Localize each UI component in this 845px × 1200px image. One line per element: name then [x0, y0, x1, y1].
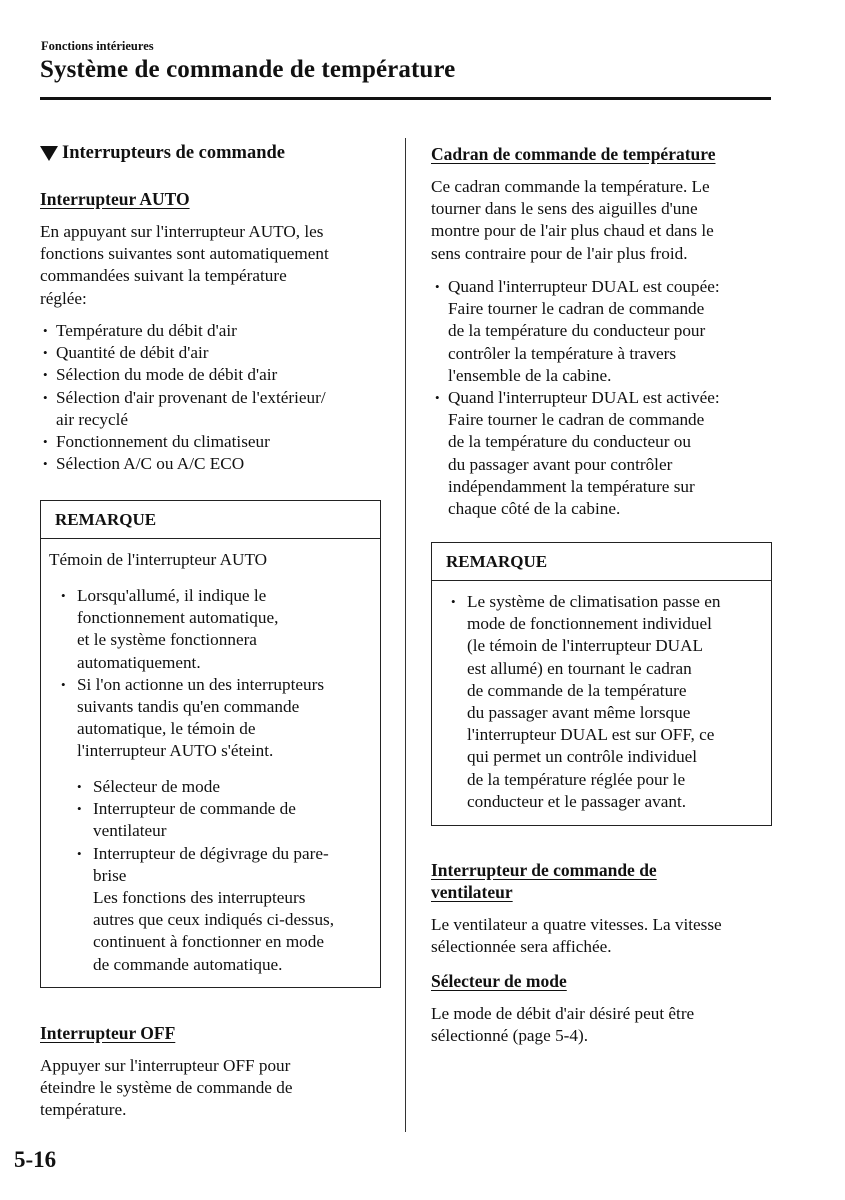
text-line: montre pour de l'air plus chaud et dans le: [431, 221, 714, 241]
off-switch-description: [40, 1055, 390, 1122]
fan-switch-description: [431, 914, 791, 958]
main-heading: [40, 143, 285, 164]
list-item: • Température du débit d'air: [40, 320, 390, 342]
text-line: Appuyer sur l'interrupteur OFF pour: [40, 1056, 291, 1075]
dial-list: [432, 276, 792, 520]
remark-box-dual: [431, 542, 772, 826]
title-rule: [40, 97, 771, 100]
main-heading-text: Interrupteurs de commande: [62, 143, 286, 163]
remark-heading: REMARQUE: [432, 543, 771, 581]
text-line: fonctions suivantes sont automatiquement: [40, 244, 329, 264]
list-item: • Sélection A/C ou A/C ECO: [40, 453, 390, 475]
list-item: • Sélection du mode de débit d'air: [40, 364, 390, 386]
dial-description: [431, 176, 791, 265]
remark-sub-list: [75, 776, 375, 976]
text-line: sélectionné (page 5-4).: [431, 1026, 589, 1046]
remark-box-auto: [40, 500, 381, 988]
page-title: Système de commande de température: [40, 56, 456, 83]
remark-heading: REMARQUE: [41, 501, 380, 539]
column-divider: [405, 138, 406, 1132]
list-item: • Quand l'interrupteur DUAL est coupée: Faire tourner le cadran de commande de la température du conducteur pour contrôler la température à travers l'ensemble de la cabine.: [432, 276, 792, 387]
remark-list: [59, 585, 374, 763]
heading-line: ventilateur: [431, 882, 513, 903]
list-item: • Le système de climatisation passe en mode de fonctionnement individuel (le témoin de l'interrupteur DUAL est allumé) en tournant le cadran de commande de la température du passager avant même lorsque l'interrupteur DUAL est sur OFF, ce qui permet un contrôle individuel de la température réglée pour le conducteur et le passager avant.: [449, 591, 767, 813]
remark-list: [449, 591, 767, 813]
text-line: réglée:: [40, 288, 87, 308]
mode-selector-heading: Sélecteur de mode: [431, 971, 567, 991]
text-line: commandées suivant la température: [40, 266, 287, 286]
mode-selector-description: [431, 1003, 791, 1047]
remark-intro: Témoin de l'interrupteur AUTO: [49, 550, 268, 569]
off-switch-heading: Interrupteur OFF: [40, 1023, 176, 1043]
dial-heading: Cadran de commande de température: [431, 144, 716, 164]
text-line: Le ventilateur a quatre vitesses. La vitesse: [431, 915, 722, 934]
section-label: Fonctions intérieures: [41, 39, 154, 53]
fan-switch-heading: [431, 859, 657, 903]
list-item: • Interrupteur de commande de ventilateur: [75, 798, 375, 842]
text-line: Le mode de débit d'air désiré peut être: [431, 1004, 695, 1023]
text-line: éteindre le système de commande de: [40, 1078, 293, 1098]
text-line: tourner dans le sens des aiguilles d'une: [431, 199, 698, 219]
list-item: • Quantité de débit d'air: [40, 342, 390, 364]
page-number: 5-16: [14, 1147, 57, 1172]
heading-line: Interrupteur de commande de: [431, 860, 657, 880]
list-item: • Lorsqu'allumé, il indique le fonctionnement automatique, et le système fonctionnera automatiquement.: [59, 585, 374, 674]
list-item: • Sélection d'air provenant de l'extérieur/ air recyclé: [40, 387, 390, 431]
list-item: • Sélecteur de mode: [75, 776, 375, 798]
list-item: • Interrupteur de dégivrage du pare- brise Les fonctions des interrupteurs autres que ceux indiqués ci-dessus, continuent à fonctionner en mode de commande automatique.: [75, 843, 375, 976]
list-item: • Fonctionnement du climatiseur: [40, 431, 390, 453]
text-line: En appuyant sur l'interrupteur AUTO, les: [40, 222, 324, 241]
text-line: sélectionnée sera affichée.: [431, 937, 612, 957]
triangle-down-icon: [40, 146, 58, 161]
list-item: • Si l'on actionne un des interrupteurs suivants tandis qu'en commande automatique, le témoin de l'interrupteur AUTO s'éteint.: [59, 674, 374, 763]
list-item: • Quand l'interrupteur DUAL est activée: Faire tourner le cadran de commande de la température du conducteur ou du passager avant pour contrôler indépendamment la température sur chaque côté de la cabine.: [432, 387, 792, 520]
auto-function-list: [40, 320, 390, 475]
text-line: Ce cadran commande la température. Le: [431, 177, 710, 196]
auto-switch-description: [40, 221, 390, 310]
text-line: sens contraire pour de l'air plus froid.: [431, 243, 688, 263]
auto-switch-heading: Interrupteur AUTO: [40, 189, 190, 209]
text-line: température.: [40, 1100, 127, 1120]
